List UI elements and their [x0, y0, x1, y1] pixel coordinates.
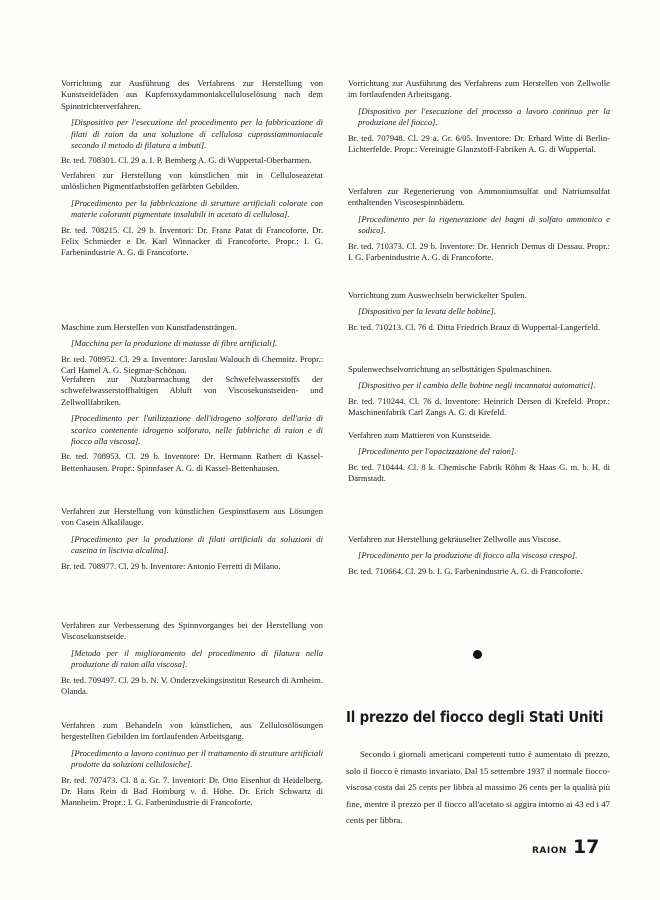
patent-title: Verfahren zur Herstellung von künstlichen mit in Celluloseazetat unlöslichen Pigmentfarbstoffen gefärbten Gebilden.: [61, 170, 323, 192]
patent-title: Vorrichtung zur Ausführung des Verfahrens zum Herstellen von Zellwolle im fortlaufenden Arbeitsgang.: [348, 78, 610, 100]
patent-translation: [Procedimento a lavoro continuo per il trattamento di strutture artificiali prodotte da soluzioni cellulosiche].: [71, 747, 323, 770]
patent-reference: Br. ted. 708953. Cl. 29 b. Inventore: Dr. Hermann Rathert di Kassel-Bettenhausen. Propr.: Spinnfaser A. G. di Kassel-Bettenhausen.: [61, 451, 323, 473]
patent-title: Verfahren zum Behandeln von künstlichen, aus Zellulosölösungen hergestellten Gebilden im fortlaufenden Arbeitsgang.: [61, 720, 323, 742]
patent-title: Verfahren zur Nutzbarmachung der Schwefelwasserstoffs der schwefelwasserstoffhaltigen Abluft von Viscosekunstseiden- und Zellwollfabriken.: [61, 374, 323, 407]
patent-translation: [Dispositivo per la levata delle bobine].: [358, 306, 496, 317]
patent-reference: Br. ted. 710664. Cl. 29 b. I. G. Farbenindustrie A. G. di Francoforte.: [348, 565, 583, 576]
patent-title: Verfahren zum Mattieren von Kunstseide.: [348, 430, 492, 440]
patent-entry: [348, 78, 610, 155]
patent-title: Vorrichtung zum Auswechseln berwickelter Spulen.: [348, 290, 527, 300]
article-title: Il prezzo del fiocco degli Stati Uniti: [346, 708, 604, 726]
patent-entry: [348, 186, 610, 263]
patent-entry: [61, 620, 323, 697]
patent-reference: Br. ted. 707473. Cl. 8 a. Gr. 7. Inventori: Dr. Otto Eisenhut di Heidelberg. Dr. Hans Rein di Bad Homburg v. d. Höhe. Dr. Erich Schwartz di Mannheim. Propr.: I. G. Farbenindustrie di Francoforte.: [61, 774, 323, 808]
patent-reference: Br. ted. 710244. Cl. 76 d. Inventore: Heinrich Dersen di Krefeld. Propr.: Maschinenfabrik Carl Zangs A. G. di Krefeld.: [348, 395, 610, 418]
page-footer: [532, 836, 599, 858]
patent-translation: [Procedimento per l'utilizzazione dell'idrogeno solforato dell'aria di scarico contenente idrogeno solforato, nelle fabbriche di raion e di fiocco alla viscosa].: [71, 413, 323, 447]
patent-translation: [Macchina per la produzione di matasse di fibre artificiali].: [71, 338, 278, 349]
patent-entry: [348, 430, 610, 485]
patent-translation: [Procedimento per la fabbricazione di strutture artificiali colorate con materie coloranti pigmentate insolubili in acetato di cellulosa].: [71, 197, 323, 220]
patent-reference: Br. ted. 710373. Cl. 29 b. Inventore: Dr. Henrich Demus di Dessau. Propr.: I. G. Farbenindustrie A. G. di Francoforte.: [348, 240, 610, 263]
article-body: Secondo i giornali americani competenti tutto è aumentato di prezzo, solo il fiocco è rimasto invariato. Dal 15 settembre 1937 il normale fiocco-viscosa costa dai 25 cents per libbra al massimo 26 cents per la qualità più fine, mentre il prezzo per il fiocco all'acetato si aggira intorno ai 43 ed i 47 cents per libbra.: [346, 749, 610, 825]
patent-title: Verfahren zur Regenerierung von Ammoniumsulfat und Natriumsulfat enthaltenden Viscosespinnbädern.: [348, 186, 610, 208]
patent-title: Verfahren zur Herstellung gekräuselter Zellwolle aus Viscose.: [348, 534, 561, 544]
patent-translation: [Procedimento per l'opacizzazione del raion].: [358, 446, 517, 457]
patent-reference: Br. ted. 709497. Cl. 29 b. N. V. Onderzvekingsinstitut Research di Arnheim. Olanda.: [61, 674, 323, 697]
patent-entry: [348, 534, 610, 577]
patent-entry: [61, 374, 323, 474]
patent-title: Maschine zum Herstellen von Kunstfadensträngen.: [61, 322, 237, 332]
page-number: 17: [572, 836, 600, 858]
patent-entry: [61, 78, 323, 167]
patent-translation: [Dispositivo per il cambio delle bobine negli incannatoi automatici].: [358, 380, 596, 391]
patent-reference: Br. ted. 710444. Cl. 8 k. Chemische Fabrik Röhm & Haas G. m. b. H. di Darmstadt.: [348, 461, 610, 484]
patent-entry: [61, 720, 323, 809]
patent-entry: [61, 506, 323, 572]
patent-entry: [348, 364, 610, 419]
patent-reference: Br. ted. 708301. Cl. 29 a. I. P. Bemberg A. G. di Wuppertal-Oberbarmen.: [61, 155, 312, 166]
patent-reference: Br. ted. 708977. Cl. 29 b. Inventore: Antonio Ferretti di Milano.: [61, 560, 281, 571]
patent-entry: [348, 290, 610, 333]
patent-translation: [Procedimento per la produzione di fiocco alla viscosa crespo].: [358, 550, 578, 561]
patent-translation: [Metodo per il miglioramento del procedimento di filatura nella produzione di raion alla viscosa].: [71, 647, 323, 670]
patent-title: Verfahren zur Herstellung von künstlichen Gespinstfasern aus Lösungen von Casein Alkalilauge.: [61, 506, 323, 528]
bullet-ornament: [473, 650, 482, 659]
patent-translation: [Dispositivo per l'esecuzione del procedimento per la fabbricazione di filati di raion da una soluzione di cellulosa cuprossiammoniacale secondo il metodo di filatura a imbuti].: [71, 117, 323, 151]
patent-title: Vorrichtung zur Ausführung des Verfahrens zur Herstellung von Kunstseidefäden aus Kupferoxydammoniakcelluloselösung nach dem Spinntrichterverfahren.: [61, 78, 323, 111]
patent-entry: [61, 322, 323, 377]
patent-title: Spulenwechselvorrichtung an selbsttätigen Spulmaschinen.: [348, 364, 552, 374]
patent-translation: [Procedimento per la rigenerazione dei bagni di solfato ammonico e sodico].: [358, 213, 610, 236]
patent-reference: Br. ted. 708952. Cl. 29 a. Inventore: Jaroslau Walouch di Chemnitz. Propr.: Carl Hamel A. G. Siegmar-Schönau.: [61, 353, 323, 376]
patent-reference: Br. ted. 707948. Cl. 29 a. Gr. 6/05. Inventore: Dr. Erhard Witte di Berlin-Lichterfelde. Propr.: Vereinigte Glanzstoff-Fabriken A. G. di Wuppertal.: [348, 132, 610, 155]
patent-entry: [61, 170, 323, 259]
patent-translation: [Dispositivo per l'esecuzione del processo a lavoro continuo per la produzione del fiocco].: [358, 105, 610, 128]
magazine-name: RAION: [532, 846, 567, 856]
patent-translation: [Procedimento per la produzione di filati artificiali da soluzioni di caseina in liscivia alcalina].: [71, 533, 323, 556]
patent-title: Verfahren zur Verbesserung des Spinnvorganges bei der Herstellung von Viscosekunstseide.: [61, 620, 323, 642]
patent-reference: Br. ted. 710213. Cl. 76 d. Ditta Friedrich Brauz di Wuppertal-Langerfeld.: [348, 321, 600, 332]
patent-reference: Br. ted. 708215. Cl. 29 b. Inventori: Dr. Franz Patat di Francoforte, Dr. Felix Schmieder e Dr. Karl Winnacker di Francoforte. Propr.: I. G. Farbenindustrie A. G. di Francoforte.: [61, 224, 323, 258]
